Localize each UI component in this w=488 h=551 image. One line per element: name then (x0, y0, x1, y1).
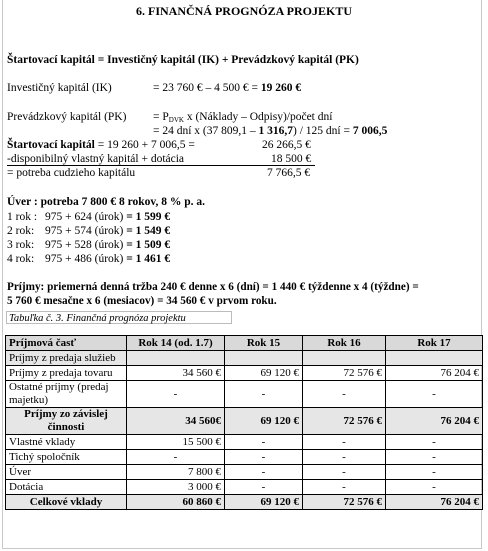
table-cell: - (303, 435, 386, 450)
row-label: Príjmy z predaja služieb (6, 351, 127, 366)
table-header: Rok 16 (303, 336, 386, 351)
row-label: Príjmy z predaja tovaru (6, 366, 127, 381)
page-title: 6. FINANČNÁ PROGNÓZA PROJEKTU (135, 4, 352, 18)
table-cell: 60 860 € (127, 495, 225, 510)
table-caption: Tabuľka č. 3. Finančná prognóza projektu (6, 311, 232, 324)
loan-total: = 1 461 € (126, 253, 171, 265)
table-row (6, 495, 483, 510)
table-cell: - (386, 435, 483, 450)
start-line (7, 138, 195, 152)
table-row (6, 366, 483, 381)
pk-calc-2 (153, 124, 387, 138)
start-value: 26 266,5 € (262, 139, 311, 151)
loan-heading: Úver : potreba 7 800 € 8 rokov, 8 % p. a. (7, 196, 206, 208)
table-cell: 34 560€ (127, 408, 225, 435)
loan-year: 2 rok: (7, 225, 35, 237)
table-row (6, 465, 483, 480)
table-cell: - (386, 465, 483, 480)
loan-year: 3 rok: (7, 239, 35, 251)
loan-row-3 (7, 238, 170, 252)
table-cell: 15 500 € (127, 435, 225, 450)
table-header: Rok 15 (225, 336, 303, 351)
formula-line: Štartovací kapitál = Investičný kapitál (IK) + Prevádzkový kapitál (PK) (7, 54, 359, 66)
pk-calc2-bold1: 1 316,7 (258, 125, 294, 137)
pk-calc2-pre: = 24 dní x (37 809,1 – (153, 125, 259, 137)
table-cell: 72 576 € (303, 408, 386, 435)
own-capital-value: 18 500 € (271, 153, 312, 165)
loan-row-4 (7, 252, 170, 266)
table-cell: - (127, 450, 225, 465)
table-cell: 7 800 € (127, 465, 225, 480)
row-label: Dotácia (6, 480, 127, 495)
own-capital-line (7, 152, 315, 166)
loan-total: = 1 549 € (126, 225, 171, 237)
table-cell: - (386, 480, 483, 495)
income-line-1: Príjmy: priemerná denná tržba 240 € denne x 6 (dní) = 1 440 € týždenne x 4 (týždne) = (7, 281, 419, 293)
table-header: Rok 14 (od. 1.7) (127, 336, 225, 351)
table-cell: - (225, 480, 303, 495)
pk-calc1-post: x (Náklady – Odpisy)/počet dní (183, 111, 333, 123)
table-cell: - (225, 381, 303, 408)
foreign-capital-value: 7 766,5 € (267, 167, 311, 179)
table-row (6, 408, 483, 435)
table-cell: - (303, 465, 386, 480)
start-calc: = 19 260 + 7 006,5 = (94, 139, 195, 151)
financial-forecast-table (5, 335, 483, 510)
table-cell: 3 000 € (127, 480, 225, 495)
loan-row-2 (7, 224, 170, 238)
pk-calc1-sub: DVK (168, 116, 184, 124)
pk-calc2-bold2: 7 006,5 (352, 125, 388, 137)
table-cell: - (225, 465, 303, 480)
table-row (6, 450, 483, 465)
table-cell: 69 120 € (225, 366, 303, 381)
table-cell (303, 351, 386, 366)
loan-year: 4 rok: (7, 253, 35, 265)
own-capital-label: -disponibilný vlastný kapitál + dotácia (7, 153, 185, 165)
loan-calc: 975 + 486 (úrok) (45, 253, 124, 265)
row-label: Tichý spoločník (6, 450, 127, 465)
table-cell (127, 351, 225, 366)
table-cell: 72 576 € (303, 366, 386, 381)
income-line-2: 5 760 € mesačne x 6 (mesiacov) = 34 560 € v prvom roku. (7, 295, 277, 307)
pk-label: Prevádzkový kapitál (PK) (7, 111, 127, 123)
row-label: Príjmy zo závislej činnosti (6, 408, 127, 435)
foreign-capital-label: = potreba cudzieho kapitálu (7, 167, 136, 179)
table-cell: - (225, 435, 303, 450)
loan-total: = 1 509 € (126, 239, 171, 251)
table-cell: 76 204 € (386, 495, 483, 510)
table-cell: - (386, 450, 483, 465)
table-cell: 76 204 € (386, 366, 483, 381)
loan-calc: 975 + 574 (úrok) (45, 225, 124, 237)
table-cell: - (303, 381, 386, 408)
table-row (6, 381, 483, 408)
loan-row-1 (7, 210, 170, 224)
table-row (6, 480, 483, 495)
ik-calc-text: = 23 760 € – 4 500 € = (153, 82, 261, 94)
loan-calc: 975 + 528 (úrok) (45, 239, 124, 251)
ik-result: 19 260 € (260, 82, 302, 94)
table-header-row (6, 336, 483, 351)
start-label: Štartovací kapitál (7, 139, 95, 151)
table-cell: 69 120 € (225, 408, 303, 435)
table-cell: - (127, 381, 225, 408)
table-cell: 72 576 € (303, 495, 386, 510)
table-row (6, 435, 483, 450)
row-label: Úver (6, 465, 127, 480)
loan-total: = 1 599 € (126, 211, 171, 223)
row-label: Ostatné príjmy (predaj majetku) (6, 381, 127, 408)
ik-calc (153, 81, 301, 95)
table-cell: - (303, 480, 386, 495)
table-header: Príjmová časť (6, 336, 127, 351)
table-row (6, 351, 483, 366)
table-cell (386, 351, 483, 366)
loan-calc: 975 + 624 (úrok) (45, 211, 124, 223)
row-label: Vlastné vklady (6, 435, 127, 450)
table-cell: - (225, 450, 303, 465)
table-cell: - (303, 450, 386, 465)
table-header: Rok 17 (386, 336, 483, 351)
loan-year: 1 rok : (7, 211, 38, 223)
pk-calc2-mid: ) / 125 dní = (293, 125, 353, 137)
table-cell (225, 351, 303, 366)
table-cell: 69 120 € (225, 495, 303, 510)
table-cell: 76 204 € (386, 408, 483, 435)
row-label: Celkové vklady (6, 495, 127, 510)
ik-label: Investičný kapitál (IK) (7, 82, 112, 94)
table-cell: 34 560 € (127, 366, 225, 381)
table-cell: - (386, 381, 483, 408)
pk-calc1-pre: = P (153, 111, 169, 123)
